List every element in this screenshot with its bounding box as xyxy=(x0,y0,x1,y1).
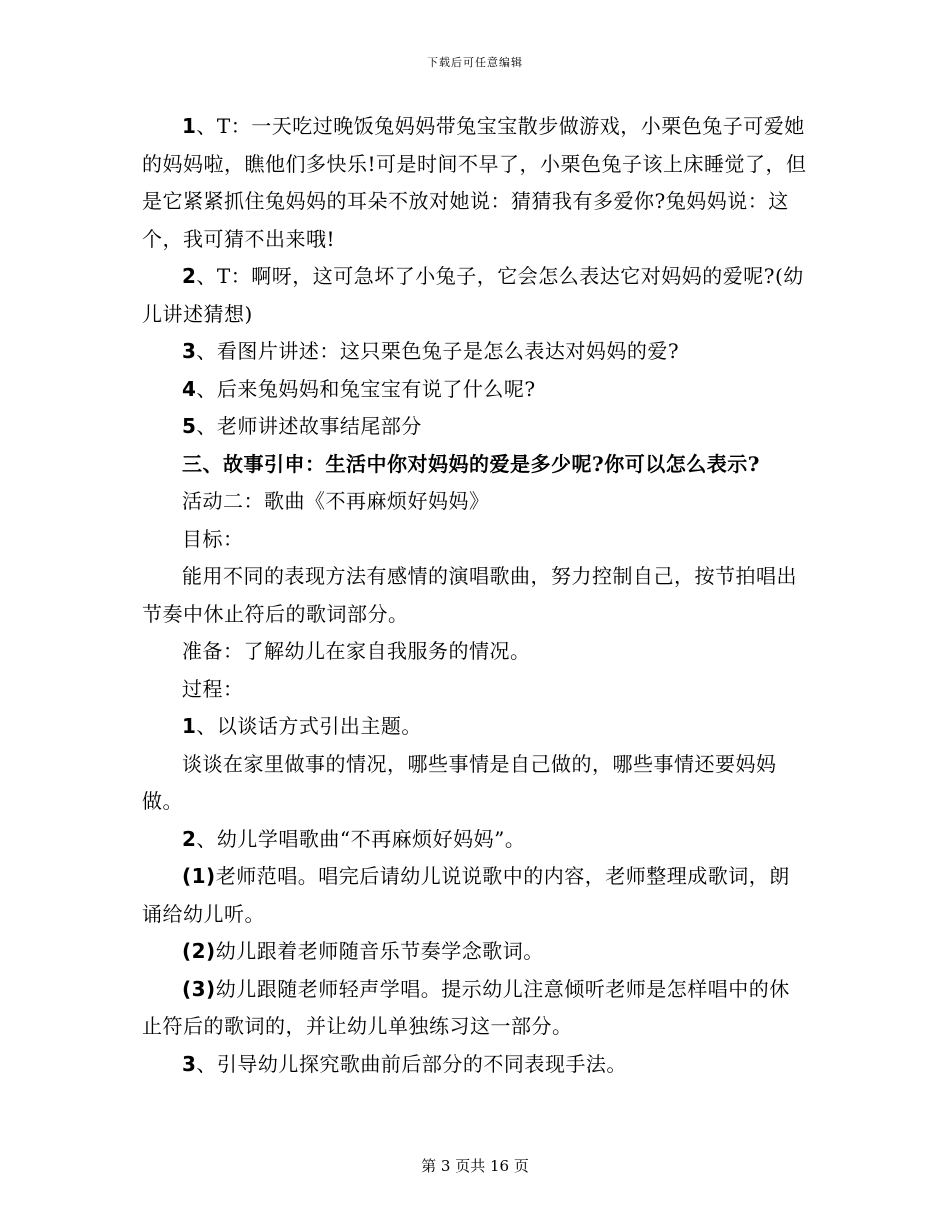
goal-label: 目标： xyxy=(182,526,244,551)
paragraph-text: 、T：一天吃过晚饭兔妈妈带兔宝宝散步做游戏，小栗色兔子可爱她的妈妈啦，瞧他们多快乐!可是时间不早了，小栗色兔子该上床睡觉了，但是它紧紧抓住兔妈妈的耳朵不放对她说：猜猜我有多爱你?兔妈妈说：这个，我可猜不出来哦! xyxy=(142,114,807,251)
paragraph-text: 、引导幼儿探究歌曲前后部分的不同表现手法。 xyxy=(196,1051,627,1076)
paragraph-text: 、后来兔妈妈和兔宝宝有说了什么呢? xyxy=(196,376,536,401)
process-label: 过程： xyxy=(182,676,244,701)
section-heading-3: 三、故事引申：生活中你对妈妈的爱是多少呢?你可以怎么表示? xyxy=(182,451,760,476)
item-number: (1) xyxy=(182,864,216,888)
preparation-text: 准备：了解幼儿在家自我服务的情况。 xyxy=(182,639,531,663)
item-number: 3 xyxy=(182,1051,197,1076)
goal-text: 能用不同的表现方法有感情的演唱歌曲，努力控制自己，按节拍唱出节奏中休止符后的歌词部分。 xyxy=(142,564,797,626)
process-step-2 xyxy=(142,821,810,859)
item-number: (2) xyxy=(182,939,216,963)
paragraph-text: 幼儿跟随老师轻声学唱。提示幼儿注意倾听老师是怎样唱中的休止符后的歌词的，并让幼儿单独练习这一部分。 xyxy=(142,976,790,1038)
paragraph-text: 老师范唱。唱完后请幼儿说说歌中的内容，老师整理成歌词，朗诵给幼儿听。 xyxy=(142,864,790,926)
process-step-1-detail: 谈谈在家里做事的情况，哪些事情是自己做的，哪些事情还要妈妈做。 xyxy=(142,751,777,813)
sub-step-2 xyxy=(142,933,810,971)
item-number: (3) xyxy=(182,976,216,1001)
paragraph-text: 、以谈话方式引出主题。 xyxy=(196,714,422,738)
paragraph-text: 、看图片讲述：这只栗色兔子是怎么表达对妈妈的爱? xyxy=(196,339,680,363)
process-step-3 xyxy=(142,1046,810,1084)
sub-step-3 xyxy=(142,971,810,1046)
paragraph-story-5 xyxy=(142,408,810,446)
paragraph-text: 、幼儿学唱歌曲“不再麻烦好妈妈”。 xyxy=(196,826,526,851)
item-number: 1 xyxy=(182,714,197,738)
item-number: 2 xyxy=(182,264,197,288)
paragraph-text: 幼儿跟着老师随音乐节奏学念歌词。 xyxy=(215,939,544,963)
process-step-1 xyxy=(142,708,810,746)
item-number: 5 xyxy=(182,414,197,438)
document-body xyxy=(142,108,810,1083)
item-number: 1 xyxy=(182,114,197,138)
paragraph-text: 、老师讲述故事结尾部分 xyxy=(196,414,422,438)
paragraph-story-4 xyxy=(142,371,810,409)
item-number: 4 xyxy=(182,376,197,401)
paragraph-story-2 xyxy=(142,258,810,333)
page-header: 下载后可任意编辑 xyxy=(427,56,523,69)
sub-step-1 xyxy=(142,858,810,933)
paragraph-text: 、T：啊呀，这可急坏了小兔子，它会怎么表达它对妈妈的爱呢?(幼儿讲述猜想) xyxy=(142,264,804,326)
item-number: 2 xyxy=(182,826,197,851)
page-footer: 第 3 页共 16 页 xyxy=(421,1157,529,1175)
paragraph-story-1 xyxy=(142,108,810,258)
paragraph-story-3 xyxy=(142,333,810,371)
item-number: 3 xyxy=(182,339,197,363)
activity-title: 活动二：歌曲《不再麻烦好妈妈》 xyxy=(182,489,490,513)
